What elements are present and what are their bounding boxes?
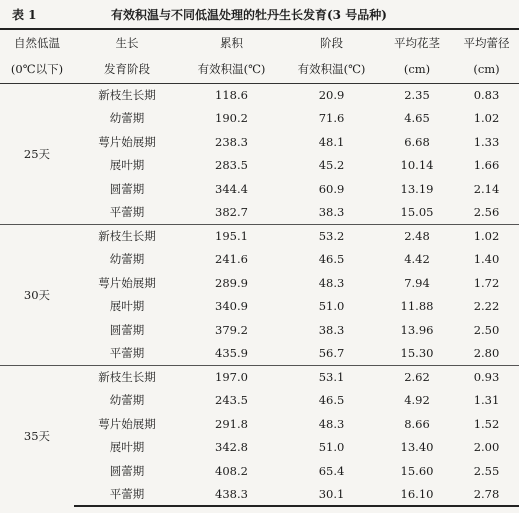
column-header: 自然低温: [0, 29, 74, 56]
value-cell: 48.3: [318, 416, 345, 431]
value-cell: 2.80: [473, 346, 500, 360]
value-cell: 435.9: [215, 346, 248, 360]
value-cell: 38.3: [318, 205, 345, 219]
table-header: [0, 29, 519, 83]
column-header-unit: 有效积温(℃): [180, 56, 283, 83]
value-cell: 190.2: [215, 111, 248, 126]
value-cell: 38.3: [318, 322, 345, 337]
table-row: [0, 154, 519, 178]
stage-cell: 萼片始展期: [98, 275, 156, 290]
table-row: [0, 483, 519, 507]
table-number: 表 1: [12, 8, 37, 22]
value-cell: 1.02: [454, 224, 519, 248]
table-row: [0, 271, 519, 295]
column-header: 生长: [74, 29, 180, 56]
value-cell: 197.0: [180, 365, 283, 389]
stage-cell: 平蕾期: [74, 483, 180, 507]
column-header-unit: (0℃以下): [0, 56, 74, 83]
value-cell: 1.40: [473, 252, 500, 267]
value-cell: 16.10: [380, 483, 454, 507]
stage-cell: 幼蕾期: [109, 393, 145, 408]
table-row: [0, 412, 519, 436]
value-cell: 195.1: [180, 224, 283, 248]
table-row: [0, 342, 519, 366]
value-cell: 238.3: [215, 134, 248, 149]
value-cell: 1.33: [473, 134, 500, 149]
stage-cell: 展叶期: [109, 158, 145, 173]
stage-cell: 平蕾期: [109, 346, 145, 360]
stage-cell: 圆蕾期: [109, 463, 145, 478]
value-cell: 56.7: [318, 346, 345, 360]
value-cell: 65.4: [318, 463, 345, 478]
column-header-unit: (cm): [380, 56, 454, 83]
value-cell: 48.3: [318, 275, 345, 290]
value-cell: 15.30: [400, 346, 434, 360]
value-cell: 342.8: [215, 440, 248, 455]
value-cell: 46.5: [318, 252, 345, 267]
stage-cell: 新枝生长期: [98, 88, 156, 102]
column-header: 平均蕾径: [454, 29, 519, 56]
value-cell: 438.3: [180, 483, 283, 507]
value-cell: 51.0: [318, 299, 345, 314]
table-row: [0, 389, 519, 413]
column-header: 累积: [180, 29, 283, 56]
table-group: [0, 365, 519, 506]
value-cell: 0.83: [473, 88, 500, 102]
table-title: 有效积温与不同低温处理的牡丹生长发育(3 号品种): [111, 8, 387, 22]
value-cell: 340.9: [215, 299, 248, 314]
table-group: [0, 83, 519, 224]
table-row: [0, 201, 519, 225]
value-cell: 241.6: [215, 252, 248, 267]
stage-cell: 展叶期: [109, 299, 145, 314]
value-cell: 13.96: [400, 322, 434, 337]
value-cell: 1.31: [473, 393, 500, 408]
value-cell: 4.92: [404, 393, 430, 408]
table-row: [0, 83, 519, 107]
value-cell: 289.9: [215, 275, 248, 290]
value-cell: 1.02: [473, 111, 500, 126]
value-cell: 13.40: [400, 440, 434, 455]
value-cell: 2.62: [380, 365, 454, 389]
value-cell: 53.2: [283, 224, 380, 248]
column-header: 阶段: [283, 29, 380, 56]
value-cell: 2.14: [473, 181, 500, 196]
value-cell: 2.78: [454, 483, 519, 507]
value-cell: 15.05: [400, 205, 434, 219]
column-header-unit: 有效积温(℃): [283, 56, 380, 83]
value-cell: 2.55: [473, 463, 500, 478]
value-cell: 1.72: [473, 275, 500, 290]
value-cell: 10.14: [400, 158, 434, 173]
column-header-unit: 发育阶段: [74, 56, 180, 83]
value-cell: 1.52: [473, 416, 500, 431]
value-cell: 8.66: [404, 416, 430, 431]
value-cell: 13.19: [400, 181, 434, 196]
value-cell: 243.5: [215, 393, 248, 408]
stage-cell: 圆蕾期: [109, 181, 145, 196]
column-header-unit: (cm): [454, 56, 519, 83]
table-row: [0, 248, 519, 272]
value-cell: 71.6: [318, 111, 345, 126]
header-row: [0, 29, 519, 56]
stage-cell: 萼片始展期: [98, 134, 156, 149]
value-cell: 118.6: [215, 88, 248, 102]
value-cell: 382.7: [215, 205, 248, 219]
value-cell: 379.2: [215, 322, 248, 337]
table-row: [0, 436, 519, 460]
value-cell: 7.94: [404, 275, 430, 290]
value-cell: 291.8: [215, 416, 248, 431]
value-cell: 1.66: [473, 158, 500, 173]
table-row: [0, 459, 519, 483]
value-cell: 51.0: [318, 440, 345, 455]
value-cell: 11.88: [400, 299, 434, 314]
value-cell: 408.2: [215, 463, 248, 478]
column-header: 平均花茎: [380, 29, 454, 56]
value-cell: 2.50: [473, 322, 500, 337]
value-cell: 46.5: [318, 393, 345, 408]
stage-cell: 新枝生长期: [74, 365, 180, 389]
value-cell: 2.48: [380, 224, 454, 248]
value-cell: 2.56: [473, 205, 500, 219]
value-cell: 48.1: [318, 134, 345, 149]
table-row: [0, 318, 519, 342]
value-cell: 2.35: [404, 88, 430, 102]
value-cell: 53.1: [283, 365, 380, 389]
temperature-group-label: 30天: [0, 224, 74, 365]
stage-cell: 幼蕾期: [109, 252, 145, 267]
table-caption: [8, 4, 513, 26]
data-table: [0, 28, 519, 507]
stage-cell: 展叶期: [109, 440, 145, 455]
temperature-group-label: 35天: [0, 365, 74, 506]
value-cell: 45.2: [318, 158, 345, 173]
value-cell: 4.42: [404, 252, 430, 267]
table-row: [0, 130, 519, 154]
value-cell: 20.9: [318, 88, 345, 102]
value-cell: 2.00: [473, 440, 500, 455]
stage-cell: 平蕾期: [109, 205, 145, 219]
value-cell: 4.65: [404, 111, 430, 126]
table-row: [0, 295, 519, 319]
stage-cell: 圆蕾期: [109, 322, 145, 337]
value-cell: 30.1: [283, 483, 380, 507]
table-row: [0, 107, 519, 131]
value-cell: 6.68: [404, 134, 430, 149]
stage-cell: 新枝生长期: [74, 224, 180, 248]
table-row: [0, 365, 519, 389]
value-cell: 283.5: [215, 158, 248, 173]
stage-cell: 萼片始展期: [98, 416, 156, 431]
value-cell: 60.9: [318, 181, 345, 196]
value-cell: 0.93: [454, 365, 519, 389]
header-row: [0, 56, 519, 83]
table-row: [0, 177, 519, 201]
value-cell: 2.22: [473, 299, 500, 314]
stage-cell: 幼蕾期: [109, 111, 145, 126]
value-cell: 15.60: [400, 463, 434, 478]
value-cell: 344.4: [215, 181, 248, 196]
table-row: [0, 224, 519, 248]
table-group: [0, 224, 519, 365]
temperature-group-label: 25天: [23, 146, 51, 161]
